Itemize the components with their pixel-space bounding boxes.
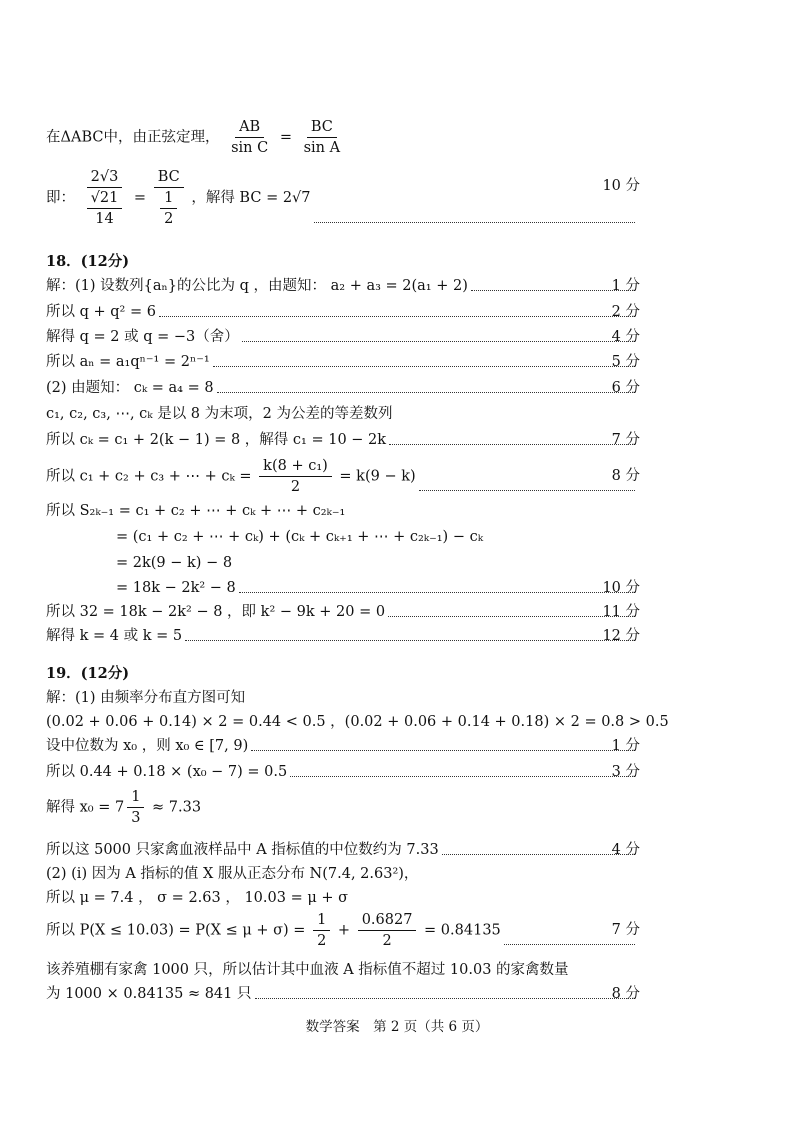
q18-line [46, 602, 638, 622]
compound-fraction [83, 168, 127, 228]
line-text-part: 所以 P(X ≤ 10.03) = P(X ≤ μ + σ) = [46, 922, 311, 939]
dot-leader [388, 616, 635, 617]
denominator: 2 [317, 933, 327, 949]
score-label: 4 分 [611, 842, 640, 858]
numerator: 1 [160, 189, 177, 209]
numerator: BC [307, 118, 337, 138]
q18-line [46, 352, 638, 372]
q18-line [46, 276, 638, 296]
q19-line: 所以 μ = 7.4 ， σ = 2.63 ， 10.03 = μ + σ [46, 890, 349, 906]
q19-line: 解：(1) 由频率分布直方图可知 [46, 690, 246, 706]
q18-line [46, 456, 638, 496]
dot-leader [314, 222, 635, 223]
line-text: 所以 32 = 18k − 2k² − 8 ，即 k² − 9k + 20 = 0 [46, 604, 386, 620]
line-text: 解得 q = 2 或 q = −3（舍） [46, 329, 239, 345]
dot-leader [239, 592, 635, 593]
denominator: 2 [382, 933, 392, 949]
q18-line: = 2k(9 − k) − 8 [116, 555, 233, 571]
fraction [259, 457, 332, 496]
fraction [227, 118, 272, 157]
numerator: k(8 + c₁) [259, 457, 332, 477]
q19-line [46, 762, 638, 782]
denominator [83, 188, 127, 228]
dot-leader [389, 444, 635, 445]
dot-leader [217, 392, 635, 393]
score-label: 3 分 [611, 764, 640, 780]
score-label: 5 分 [611, 354, 640, 370]
line-text: 所以 q + q² = 6 [46, 304, 156, 320]
score-label: 1 分 [611, 278, 640, 294]
line-text-part: = 0.84135 [419, 922, 501, 939]
numerator: AB [235, 118, 264, 138]
denominator: 2 [164, 211, 174, 227]
compound-fraction [154, 168, 184, 228]
fraction [358, 911, 417, 950]
score-label: 8 分 [611, 986, 640, 1002]
score-label: 1 分 [611, 738, 640, 754]
q19-line [46, 736, 638, 756]
score-label: 11 分 [602, 604, 640, 620]
inner-fraction [160, 189, 177, 228]
denominator [156, 188, 181, 228]
line-text: 所以 aₙ = a₁qⁿ⁻¹ = 2ⁿ⁻¹ [46, 354, 210, 370]
q19-line: 该养殖棚有家禽 1000 只，所以估计其中血液 A 指标值不超过 10.03 的家禽数量 [46, 962, 569, 978]
score-label: 7 分 [611, 432, 640, 448]
q19-line [46, 788, 638, 828]
denominator: 2 [290, 479, 301, 495]
line-text: = 18k − 2k² − 8 [116, 580, 236, 596]
denominator: sin A [303, 140, 341, 156]
law-of-sines-line [46, 118, 638, 157]
q18-line [46, 626, 638, 646]
score-label: 12 分 [602, 628, 640, 644]
score-label: 8 分 [611, 468, 640, 484]
equals: = [279, 129, 292, 146]
q18-line: 所以 S₂ₖ₋₁ = c₁ + c₂ + ⋯ + cₖ + ⋯ + c₂ₖ₋₁ [46, 503, 346, 519]
q19-header: 19．(12分) [46, 665, 130, 682]
law-prefix: 在ΔABC中，由正弦定理， [46, 129, 220, 146]
q18-header: 18．(12分) [46, 253, 130, 270]
dot-leader [290, 776, 635, 777]
line-text: 解得 k = 4 或 k = 5 [46, 628, 183, 644]
dot-leader [159, 316, 635, 317]
score-label: 10 分 [602, 580, 640, 596]
line-text: 为 1000 × 0.84135 ≈ 841 只 [46, 986, 252, 1002]
q18-line: = (c₁ + c₂ + ⋯ + cₖ) + (cₖ + cₖ₊₁ + ⋯ + c₂ₖ₋₁) − cₖ [116, 529, 483, 545]
dot-leader [242, 341, 635, 342]
dot-leader [185, 640, 635, 641]
line-text: 设中位数为 x₀ ，则 x₀ ∈ [7, 9) [46, 738, 249, 754]
page-footer: 数学答案 第 2 页（共 6 页） [305, 1019, 489, 1035]
score-label: 2 分 [611, 304, 640, 320]
line-text: 所以 0.44 + 0.18 × (x₀ − 7) = 0.5 [46, 764, 288, 780]
line-text-part: 所以 c₁ + c₂ + c₃ + ⋯ + cₖ = [46, 468, 257, 485]
denominator: sin C [231, 140, 269, 156]
fraction [300, 118, 345, 157]
line-text [46, 911, 501, 950]
dot-leader [251, 750, 635, 751]
numerator: 2√3 [87, 168, 123, 188]
line-text [46, 457, 416, 496]
q18-line [46, 302, 638, 322]
q18-line: c₁, c₂, c₃, ⋯, cₖ 是以 8 为末项，2 为公差的等差数列 [46, 406, 393, 422]
score-label: 4 分 [611, 329, 640, 345]
score-label: 6 分 [611, 380, 640, 396]
line-text-part: = k(9 − k) [334, 468, 416, 485]
q18-line [46, 327, 638, 347]
fraction [313, 911, 330, 950]
fraction [127, 788, 144, 827]
numerator: 0.6827 [358, 911, 417, 931]
score-label: 10 分 [602, 178, 640, 194]
inner-fraction [87, 189, 123, 228]
numerator: BC [154, 168, 184, 188]
denominator: 3 [131, 810, 141, 826]
dot-leader [255, 998, 636, 999]
ji-label: 即： [46, 190, 75, 206]
dot-leader [213, 366, 635, 367]
solve-bc-line [46, 168, 638, 228]
q19-line: (0.02 + 0.06 + 0.14) × 2 = 0.44 < 0.5 ，(0.02 + 0.06 + 0.14 + 0.18) × 2 = 0.8 > 0.5 [46, 714, 669, 730]
q18-line [46, 430, 638, 450]
q19-line [46, 984, 638, 1004]
line-text: 所以这 5000 只家禽血液样品中 A 指标值的中位数约为 7.33 [46, 842, 439, 858]
line-text: (2) 由题知： cₖ = a₄ = 8 [46, 380, 214, 396]
line-text-part: + [333, 922, 355, 939]
q19-line: (2) (i) 因为 A 指标的值 X 服从正态分布 N(7.4, 2.63²)， [46, 866, 419, 882]
line-text-part: 解得 x₀ = 7 [46, 799, 125, 816]
score-label: 7 分 [611, 922, 640, 938]
q18-line [46, 378, 638, 398]
q19-line [46, 910, 638, 950]
denominator: 14 [95, 211, 114, 227]
numerator: 1 [313, 911, 330, 931]
q19-line [46, 840, 638, 860]
line-text-part: ≈ 7.33 [147, 799, 202, 816]
numerator: √21 [87, 189, 123, 209]
result-text: ，解得 BC = 2√7 [191, 190, 311, 206]
line-text: 即： $\frac{2√3}{\frac{√21}{14}}$ = $\frac{BC}{\frac{1}{2}}$ ，解得 BC = 2√7 [46, 169, 311, 227]
numerator: 1 [127, 788, 144, 808]
dot-leader [419, 490, 635, 491]
line-text: 解：(1) 设数列{aₙ}的公比为 q ，由题知： a₂ + a₃ = 2(a₁ + 2) [46, 278, 468, 294]
q18-line [116, 578, 638, 598]
dot-leader [504, 944, 635, 945]
line-text: 所以 cₖ = c₁ + 2(k − 1) = 8 ，解得 c₁ = 10 − 2k [46, 432, 387, 448]
